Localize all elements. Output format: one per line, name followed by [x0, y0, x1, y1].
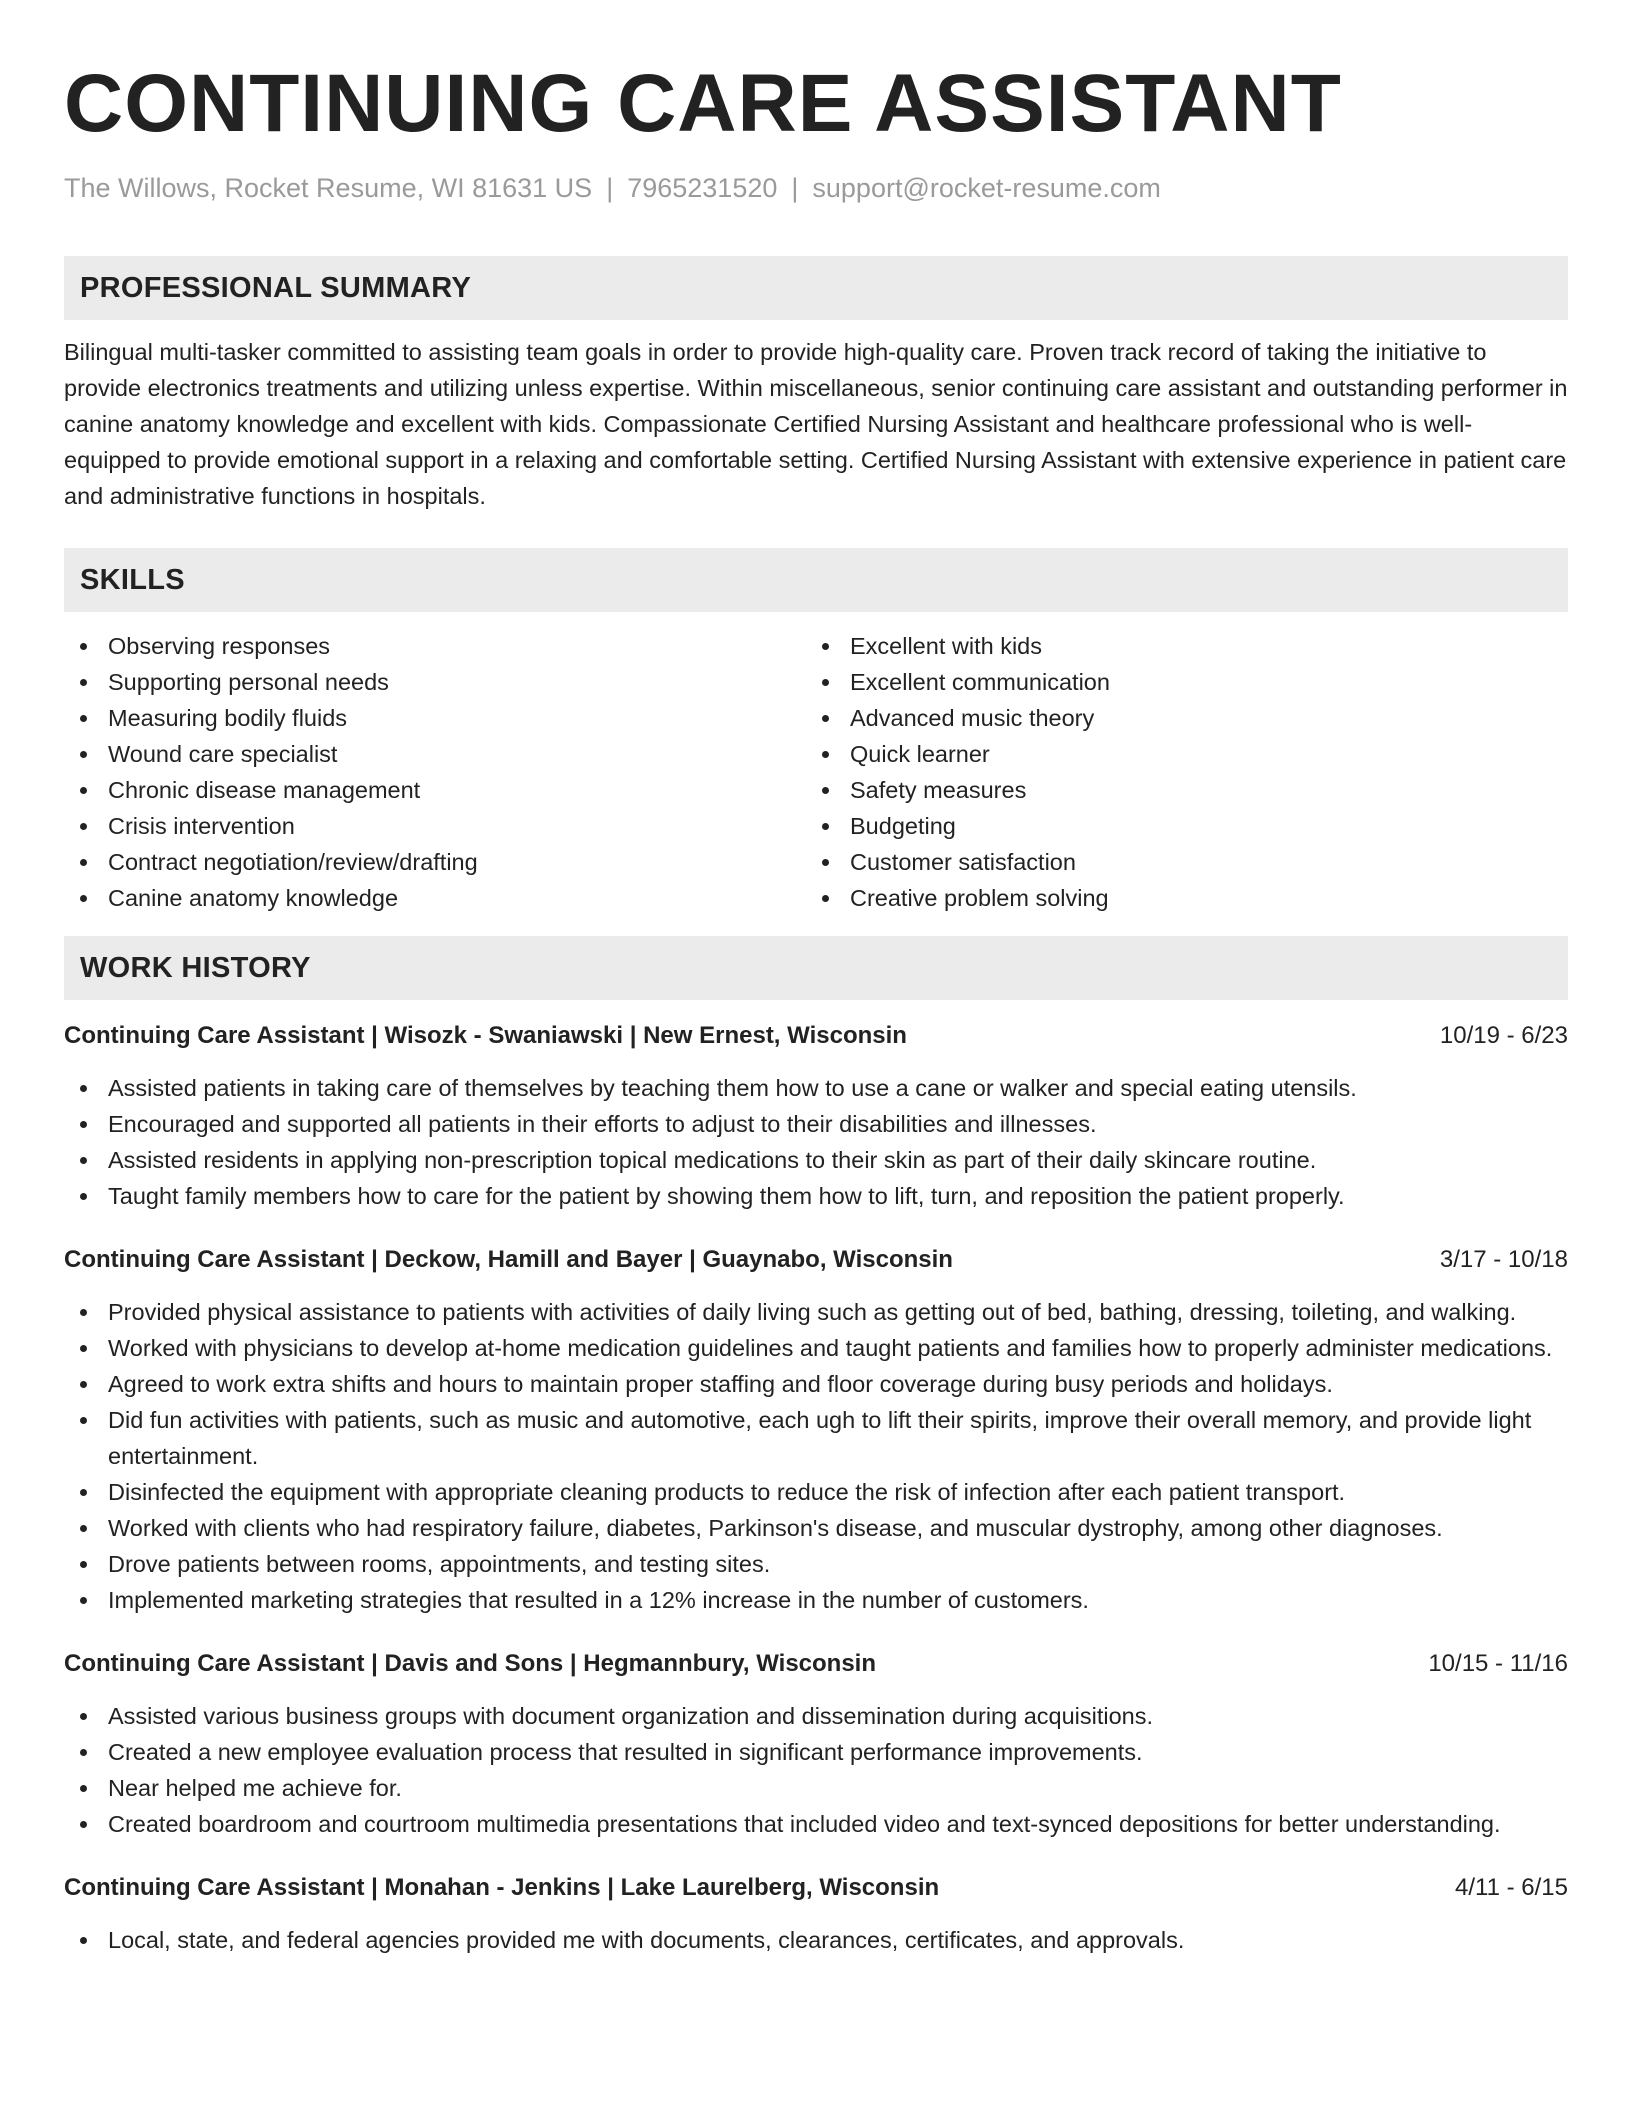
- job-bullet: Drove patients between rooms, appointments, and testing sites.: [64, 1546, 1568, 1582]
- skills-column-left: [64, 628, 806, 916]
- contact-separator: |: [606, 173, 614, 203]
- job-bullet: Implemented marketing strategies that resulted in a 12% increase in the number of customers.: [64, 1582, 1568, 1618]
- contact-phone: 7965231520: [627, 173, 778, 203]
- skill-item: Chronic disease management: [64, 772, 806, 808]
- job-dates: 4/11 - 6/15: [1455, 1874, 1568, 1901]
- summary-text: Bilingual multi-tasker committed to assisting team goals in order to provide high-quality care. Proven track record of taking the initiative to provide electronics treatments and utilizing unless expertise. Within miscellaneous, senior continuing care assistant and outstanding performer in canine anatomy knowledge and excellent with kids. Compassionate Certified Nursing Assistant and healthcare professional who is well-equipped to provide emotional support in a relaxing and comfortable setting. Certified Nursing Assistant with extensive experience in patient care and administrative functions in hospitals.: [64, 339, 1568, 509]
- contact-line: [64, 170, 1568, 206]
- job-dates: 3/17 - 10/18: [1439, 1246, 1568, 1273]
- skill-item: Contract negotiation/review/drafting: [64, 844, 806, 880]
- skill-item: Advanced music theory: [806, 700, 1566, 736]
- job-bullet: Assisted patients in taking care of themselves by teaching them how to use a cane or walker and special eating utensils.: [64, 1070, 1568, 1106]
- job-bullet: Encouraged and supported all patients in their efforts to adjust to their disabilities and illnesses.: [64, 1106, 1568, 1142]
- skill-item: Quick learner: [806, 736, 1566, 772]
- skill-item: Canine anatomy knowledge: [64, 880, 806, 916]
- skill-item: Measuring bodily fluids: [64, 700, 806, 736]
- skill-item: Excellent with kids: [806, 628, 1566, 664]
- job-entry: [64, 1870, 1568, 1958]
- contact-email: support@rocket-resume.com: [812, 173, 1161, 203]
- job-heading: [64, 1242, 1568, 1278]
- job-bullet: Worked with physicians to develop at-home medication guidelines and taught patients and families how to properly administer medications.: [64, 1330, 1568, 1366]
- job-title: Continuing Care Assistant | Davis and Sons | Hegmannbury, Wisconsin: [64, 1650, 877, 1677]
- skill-item: Crisis intervention: [64, 808, 806, 844]
- section-header-skills: SKILLS: [64, 548, 1568, 612]
- job-bullet: Created boardroom and courtroom multimedia presentations that included video and text-synced depositions for better understanding.: [64, 1806, 1568, 1842]
- skill-item: Observing responses: [64, 628, 806, 664]
- job-bullets: [64, 1922, 1568, 1958]
- job-heading: [64, 1646, 1568, 1682]
- job-bullet: Worked with clients who had respiratory failure, diabetes, Parkinson's disease, and muscular dystrophy, among other diagnoses.: [64, 1510, 1568, 1546]
- job-entry: [64, 1018, 1568, 1214]
- section-header-work-history: WORK HISTORY: [64, 936, 1568, 1000]
- skill-item: Excellent communication: [806, 664, 1566, 700]
- job-title: Continuing Care Assistant | Deckow, Hamill and Bayer | Guaynabo, Wisconsin: [64, 1246, 953, 1273]
- job-bullet: Local, state, and federal agencies provided me with documents, clearances, certificates, and approvals.: [64, 1922, 1568, 1958]
- job-bullet: Disinfected the equipment with appropriate cleaning products to reduce the risk of infection after each patient transport.: [64, 1474, 1568, 1510]
- job-bullets: [64, 1294, 1568, 1618]
- skill-item: Safety measures: [806, 772, 1566, 808]
- job-heading: [64, 1018, 1568, 1054]
- job-entry: [64, 1646, 1568, 1842]
- skill-item: Wound care specialist: [64, 736, 806, 772]
- job-bullet: Near helped me achieve for.: [64, 1770, 1568, 1806]
- job-dates: 10/15 - 11/16: [1428, 1650, 1568, 1677]
- skill-item: Supporting personal needs: [64, 664, 806, 700]
- skill-item: Budgeting: [806, 808, 1566, 844]
- contact-separator: |: [791, 173, 799, 203]
- job-dates: 10/19 - 6/23: [1439, 1022, 1568, 1049]
- job-bullet: Assisted residents in applying non-prescription topical medications to their skin as part of their daily skincare routine.: [64, 1142, 1568, 1178]
- skills-column-right: [806, 628, 1566, 916]
- job-bullet: Did fun activities with patients, such as music and automotive, each ugh to lift their spirits, improve their overall memory, and provide light entertainment.: [64, 1402, 1568, 1474]
- contact-address: The Willows, Rocket Resume, WI 81631 US: [64, 173, 593, 203]
- skill-item: Customer satisfaction: [806, 844, 1566, 880]
- job-heading: [64, 1870, 1568, 1906]
- job-bullets: [64, 1698, 1568, 1842]
- job-bullet: Taught family members how to care for the patient by showing them how to lift, turn, and reposition the patient properly.: [64, 1178, 1568, 1214]
- skills-list: [64, 628, 1568, 916]
- job-bullet: Agreed to work extra shifts and hours to maintain proper staffing and floor coverage during busy periods and holidays.: [64, 1366, 1568, 1402]
- job-bullet: Assisted various business groups with document organization and dissemination during acquisitions.: [64, 1698, 1568, 1734]
- skill-item: Creative problem solving: [806, 880, 1566, 916]
- job-bullet: Created a new employee evaluation process that resulted in significant performance improvements.: [64, 1734, 1568, 1770]
- job-entry: [64, 1242, 1568, 1618]
- job-title: Continuing Care Assistant | Monahan - Jenkins | Lake Laurelberg, Wisconsin: [64, 1874, 940, 1901]
- job-bullets: [64, 1070, 1568, 1214]
- job-bullet: Provided physical assistance to patients with activities of daily living such as getting out of bed, bathing, dressing, toileting, and walking.: [64, 1294, 1568, 1330]
- section-header-summary: PROFESSIONAL SUMMARY: [64, 256, 1568, 320]
- resume-name: CONTINUING CARE ASSISTANT: [64, 58, 1342, 149]
- job-title: Continuing Care Assistant | Wisozk - Swaniawski | New Ernest, Wisconsin: [64, 1022, 907, 1049]
